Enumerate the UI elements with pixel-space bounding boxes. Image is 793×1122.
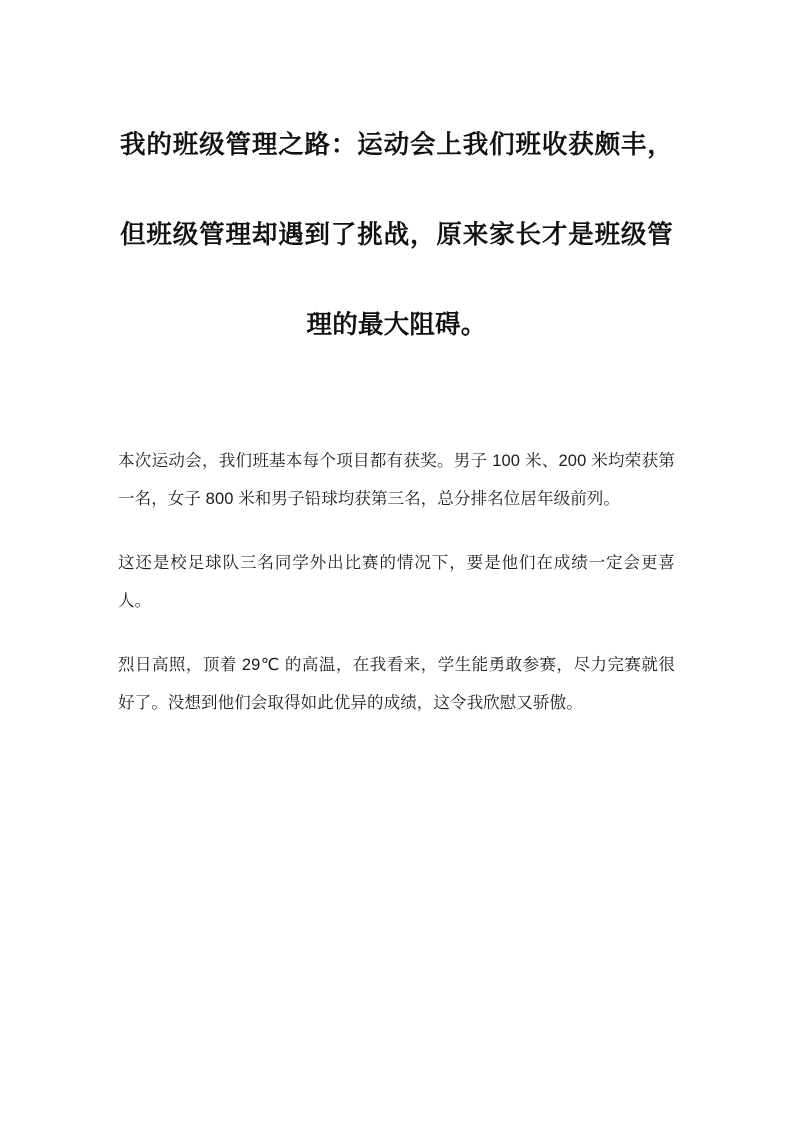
paragraph: 本次运动会，我们班基本每个项目都有获奖。男子 100 米、200 米均荣获第一名，女子 800 米和男子铅球均获第三名，总分排名位居年级前列。	[118, 452, 675, 508]
document-body	[118, 442, 675, 722]
document-title: 我的班级管理之路：运动会上我们班收获颇丰，但班级管理却遇到了挑战，原来家长才是班级管理的最大阻碍。	[120, 131, 673, 339]
paragraph: 烈日高照，顶着 29℃ 的高温，在我看来，学生能勇敢参赛，尽力完赛就很好了。没想到他们会取得如此优异的成绩，这令我欣慰又骄傲。	[118, 656, 675, 712]
paragraph: 这还是校足球队三名同学外出比赛的情况下，要是他们在成绩一定会更喜人。	[118, 554, 675, 610]
